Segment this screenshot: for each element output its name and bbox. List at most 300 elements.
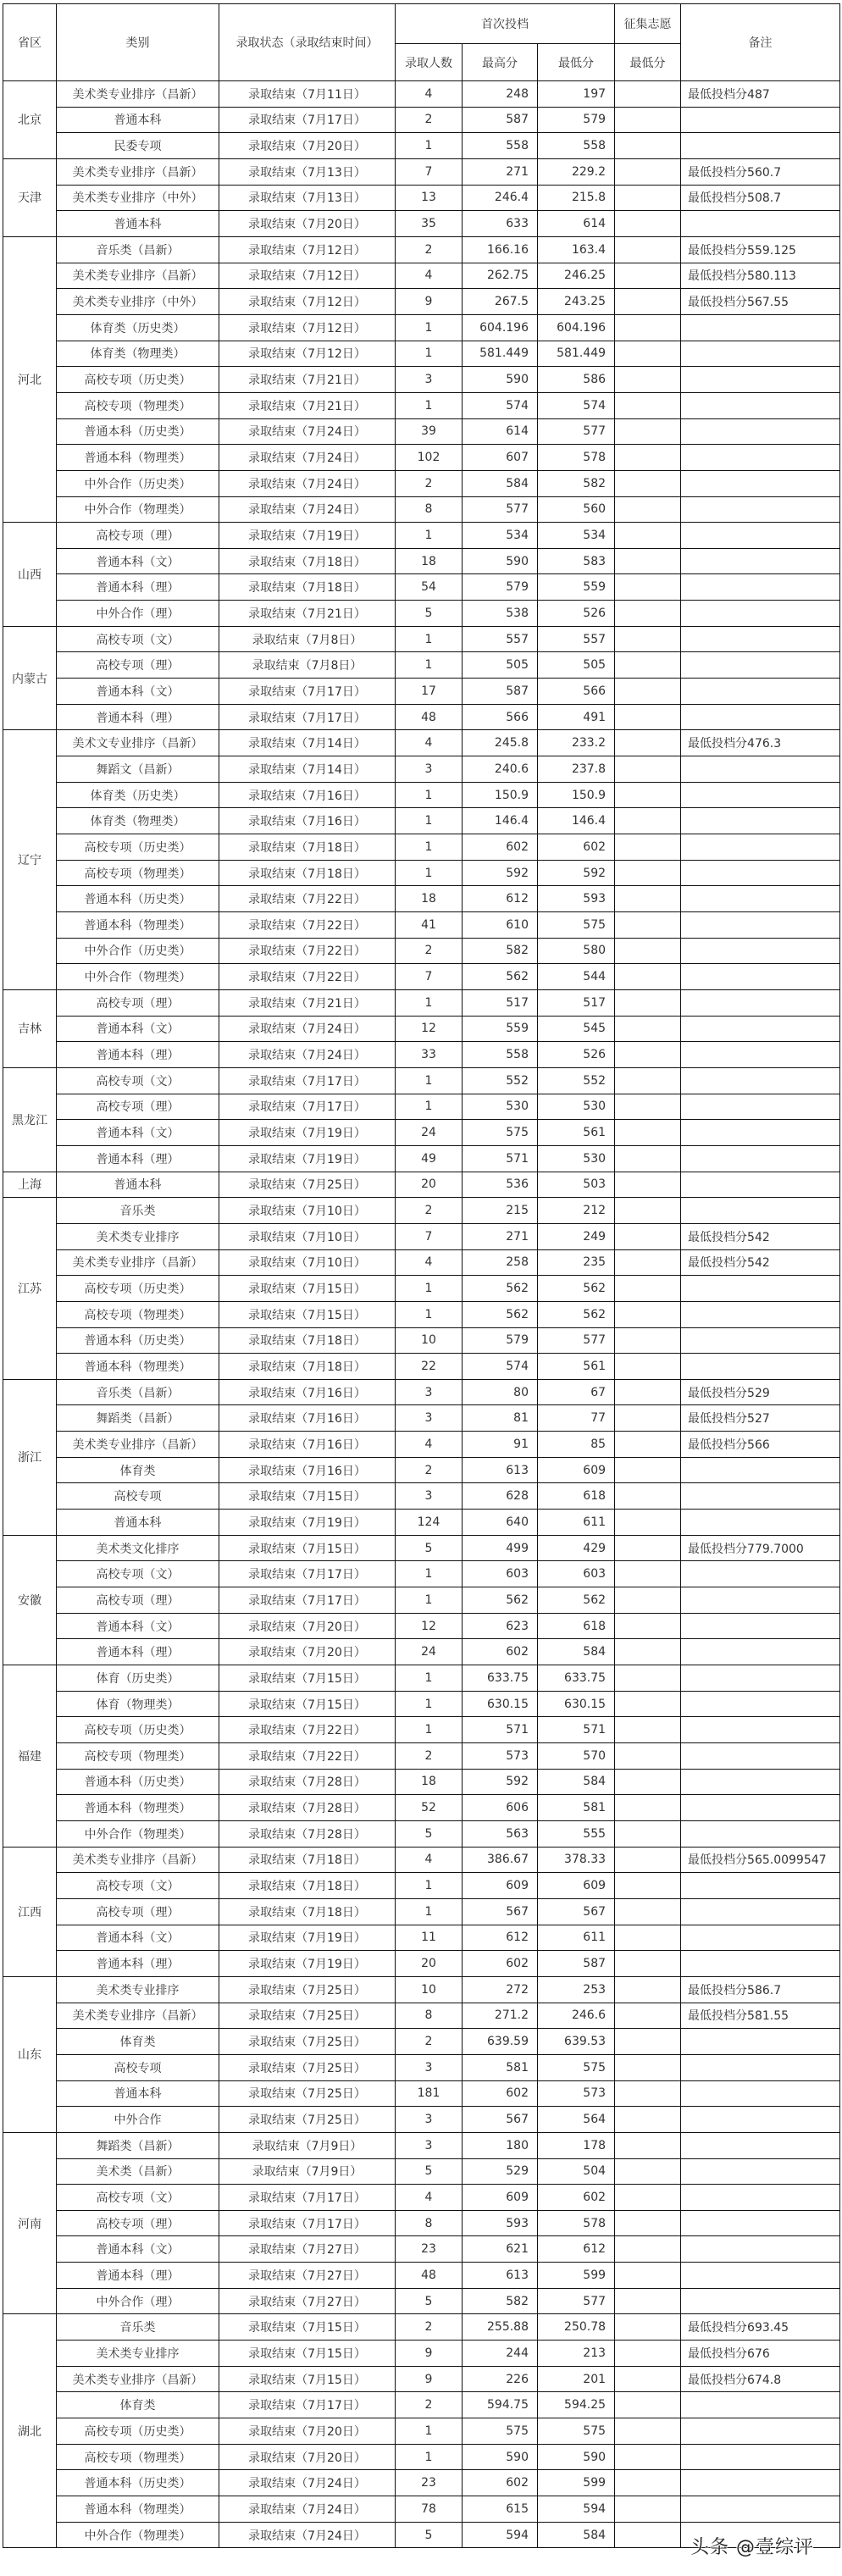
max-score-cell: 150.9: [463, 782, 538, 808]
supp-min-score-cell: [615, 1327, 681, 1354]
max-score-cell: 604.196: [463, 314, 538, 341]
status-cell: 录取结束（7月22日）: [219, 1717, 396, 1743]
min-score-cell: 229.2: [538, 158, 615, 185]
min-score-cell: 594.25: [538, 2392, 615, 2418]
max-score-cell: 581.449: [463, 341, 538, 367]
table-row: [3, 730, 840, 756]
remark-cell: [681, 1510, 840, 1536]
max-score-cell: 567: [463, 2107, 538, 2133]
admitted-cell: 8: [396, 496, 463, 523]
province-cell: 江西: [3, 1847, 57, 1976]
admitted-cell: 7: [396, 964, 463, 990]
category-cell: 普通本科: [57, 1510, 219, 1536]
supp-min-score-cell: [615, 2210, 681, 2236]
admitted-cell: 10: [396, 1976, 463, 2003]
admitted-cell: 12: [396, 1016, 463, 1042]
table-row: [3, 912, 840, 939]
supp-min-score-cell: [615, 2158, 681, 2185]
supp-min-score-cell: [615, 548, 681, 574]
max-score-cell: 587: [463, 107, 538, 133]
watermark: 头条 @壹综评: [690, 2537, 814, 2558]
max-score-cell: 81: [463, 1405, 538, 1432]
remark-cell: [681, 679, 840, 705]
max-score-cell: 615: [463, 2496, 538, 2523]
table-row: [3, 2029, 840, 2055]
status-cell: 录取结束（7月24日）: [219, 1042, 396, 1068]
remark-cell: [681, 1691, 840, 1717]
supp-min-score-cell: [615, 1067, 681, 1094]
status-cell: 录取结束（7月18日）: [219, 548, 396, 574]
status-cell: 录取结束（7月12日）: [219, 341, 396, 367]
remark-cell: [681, 392, 840, 418]
admitted-cell: 11: [396, 1925, 463, 1951]
header-status: 录取状态（录取结束时间）: [219, 4, 396, 81]
min-score-cell: 570: [538, 1743, 615, 1770]
max-score-cell: 226: [463, 2366, 538, 2392]
category-cell: 美术类专业排序（昌新）: [57, 1432, 219, 1458]
min-score-cell: 544: [538, 964, 615, 990]
supp-min-score-cell: [615, 1172, 681, 1198]
supp-min-score-cell: [615, 211, 681, 237]
status-cell: 录取结束（7月21日）: [219, 989, 396, 1016]
table-row: [3, 1639, 840, 1665]
table-row: [3, 2132, 840, 2158]
category-cell: 普通本科（物理类）: [57, 2496, 219, 2523]
max-score-cell: 272: [463, 1976, 538, 2003]
remark-cell: [681, 1120, 840, 1146]
max-score-cell: 258: [463, 1249, 538, 1276]
max-score-cell: 166.16: [463, 236, 538, 263]
max-score-cell: 592: [463, 860, 538, 886]
remark-cell: [681, 989, 840, 1016]
category-cell: 舞蹈类（昌新）: [57, 2132, 219, 2158]
min-score-cell: 583: [538, 548, 615, 574]
supp-min-score-cell: [615, 1847, 681, 1873]
table-row: [3, 1379, 840, 1405]
min-score-cell: 573: [538, 2080, 615, 2107]
table-row: [3, 2522, 840, 2548]
supp-min-score-cell: [615, 626, 681, 652]
min-score-cell: 618: [538, 1613, 615, 1639]
category-cell: 体育类（物理类）: [57, 341, 219, 367]
category-cell: 普通本科（文）: [57, 1016, 219, 1042]
remark-cell: [681, 912, 840, 939]
supp-min-score-cell: [615, 2054, 681, 2080]
max-score-cell: 557: [463, 626, 538, 652]
min-score-cell: 562: [538, 1587, 615, 1614]
min-score-cell: 611: [538, 1925, 615, 1951]
status-cell: 录取结束（7月17日）: [219, 704, 396, 730]
supp-min-score-cell: [615, 341, 681, 367]
table-row: [3, 289, 840, 315]
supp-min-score-cell: [615, 158, 681, 185]
category-cell: 高校专项（理）: [57, 523, 219, 549]
status-cell: 录取结束（7月14日）: [219, 730, 396, 756]
remark-cell: 最低投档分779.7000: [681, 1535, 840, 1561]
remark-cell: [681, 2185, 840, 2211]
status-cell: 录取结束（7月15日）: [219, 1535, 396, 1561]
category-cell: 普通本科（理）: [57, 1145, 219, 1172]
min-score-cell: 633.75: [538, 1665, 615, 1692]
category-cell: 体育类（历史类）: [57, 782, 219, 808]
supp-min-score-cell: [615, 1873, 681, 1899]
admitted-cell: 1: [396, 626, 463, 652]
remark-cell: [681, 133, 840, 159]
admitted-cell: 48: [396, 2263, 463, 2289]
supp-min-score-cell: [615, 470, 681, 496]
category-cell: 高校专项（物理类）: [57, 2444, 219, 2470]
admitted-cell: 4: [396, 1432, 463, 1458]
min-score-cell: 587: [538, 1951, 615, 1977]
admitted-cell: 1: [396, 652, 463, 679]
table-row: [3, 1145, 840, 1172]
remark-cell: 最低投档分566: [681, 1432, 840, 1458]
min-score-cell: 599: [538, 2470, 615, 2496]
status-cell: 录取结束（7月15日）: [219, 2314, 396, 2341]
admitted-cell: 39: [396, 418, 463, 445]
admitted-cell: 1: [396, 834, 463, 861]
remark-cell: 最低投档分565.0099547: [681, 1847, 840, 1873]
table-row: [3, 1457, 840, 1483]
remark-cell: [681, 2470, 840, 2496]
table-row: [3, 1042, 840, 1068]
table-row: [3, 548, 840, 574]
max-score-cell: 255.88: [463, 2314, 538, 2341]
min-score-cell: 612: [538, 2236, 615, 2263]
min-score-cell: 429: [538, 1535, 615, 1561]
remark-cell: 最低投档分559.125: [681, 236, 840, 263]
supp-min-score-cell: [615, 2288, 681, 2314]
category-cell: 音乐类（昌新）: [57, 236, 219, 263]
min-score-cell: 599: [538, 2263, 615, 2289]
remark-cell: [681, 808, 840, 834]
min-score-cell: 594: [538, 2496, 615, 2523]
admitted-cell: 22: [396, 1354, 463, 1380]
table-row: [3, 1276, 840, 1302]
supp-min-score-cell: [615, 2366, 681, 2392]
remark-cell: [681, 1820, 840, 1847]
max-score-cell: 562: [463, 1301, 538, 1327]
province-cell: 江苏: [3, 1198, 57, 1380]
admitted-cell: 7: [396, 158, 463, 185]
remark-cell: [681, 496, 840, 523]
table-row: [3, 236, 840, 263]
category-cell: 舞蹈类（昌新）: [57, 1405, 219, 1432]
remark-cell: [681, 626, 840, 652]
remark-cell: [681, 1639, 840, 1665]
admitted-cell: 20: [396, 1951, 463, 1977]
max-score-cell: 602: [463, 1951, 538, 1977]
supp-min-score-cell: [615, 834, 681, 861]
table-row: [3, 2496, 840, 2523]
supp-min-score-cell: [615, 1276, 681, 1302]
status-cell: 录取结束（7月20日）: [219, 133, 396, 159]
supp-min-score-cell: [615, 392, 681, 418]
supp-min-score-cell: [615, 1976, 681, 2003]
category-cell: 中外合作（历史类）: [57, 470, 219, 496]
category-cell: 中外合作（物理类）: [57, 2522, 219, 2548]
remark-cell: [681, 1354, 840, 1380]
table-row: [3, 886, 840, 912]
max-score-cell: 91: [463, 1432, 538, 1458]
max-score-cell: 590: [463, 2444, 538, 2470]
status-cell: 录取结束（7月16日）: [219, 782, 396, 808]
max-score-cell: 590: [463, 548, 538, 574]
remark-cell: [681, 2522, 840, 2548]
header-max-score: 最高分: [463, 44, 538, 81]
province-cell: 内蒙古: [3, 626, 57, 730]
status-cell: 录取结束（7月17日）: [219, 1587, 396, 1614]
table-row: [3, 1223, 840, 1249]
max-score-cell: 623: [463, 1613, 538, 1639]
province-cell: 上海: [3, 1172, 57, 1198]
min-score-cell: 584: [538, 2522, 615, 2548]
max-score-cell: 245.8: [463, 730, 538, 756]
remark-cell: [681, 1951, 840, 1977]
status-cell: 录取结束（7月20日）: [219, 211, 396, 237]
status-cell: 录取结束（7月17日）: [219, 107, 396, 133]
min-score-cell: 545: [538, 1016, 615, 1042]
min-score-cell: 237.8: [538, 756, 615, 783]
category-cell: 普通本科（文）: [57, 1120, 219, 1146]
status-cell: 录取结束（7月10日）: [219, 1198, 396, 1224]
max-score-cell: 630.15: [463, 1691, 538, 1717]
supp-min-score-cell: [615, 1587, 681, 1614]
max-score-cell: 246.4: [463, 185, 538, 211]
remark-cell: [681, 2107, 840, 2133]
category-cell: 高校专项（理）: [57, 1587, 219, 1614]
category-cell: 普通本科（理）: [57, 1639, 219, 1665]
category-cell: 体育类: [57, 2392, 219, 2418]
status-cell: 录取结束（7月24日）: [219, 445, 396, 471]
table-row: [3, 1743, 840, 1770]
min-score-cell: 249: [538, 1223, 615, 1249]
max-score-cell: 609: [463, 2185, 538, 2211]
supp-min-score-cell: [615, 133, 681, 159]
max-score-cell: 574: [463, 392, 538, 418]
max-score-cell: 562: [463, 1276, 538, 1302]
supp-min-score-cell: [615, 1145, 681, 1172]
status-cell: 录取结束（7月20日）: [219, 1639, 396, 1665]
category-cell: 普通本科: [57, 107, 219, 133]
admitted-cell: 33: [396, 1042, 463, 1068]
admitted-cell: 18: [396, 548, 463, 574]
admitted-cell: 8: [396, 2210, 463, 2236]
header-supplementary: 征集志愿: [615, 4, 681, 44]
status-cell: 录取结束（7月22日）: [219, 964, 396, 990]
table-row: [3, 1951, 840, 1977]
supp-min-score-cell: [615, 1820, 681, 1847]
admitted-cell: 18: [396, 1769, 463, 1795]
max-score-cell: 534: [463, 523, 538, 549]
table-row: [3, 1925, 840, 1951]
province-cell: 辽宁: [3, 730, 57, 990]
supp-min-score-cell: [615, 185, 681, 211]
table-row: [3, 1120, 840, 1146]
admitted-cell: 1: [396, 1665, 463, 1692]
remark-cell: [681, 886, 840, 912]
supp-min-score-cell: [615, 1016, 681, 1042]
max-score-cell: 579: [463, 1327, 538, 1354]
status-cell: 录取结束（7月25日）: [219, 1976, 396, 2003]
table-row: [3, 1510, 840, 1536]
min-score-cell: 581.449: [538, 341, 615, 367]
max-score-cell: 558: [463, 1042, 538, 1068]
admitted-cell: 1: [396, 314, 463, 341]
status-cell: 录取结束（7月9日）: [219, 2158, 396, 2185]
max-score-cell: 240.6: [463, 756, 538, 783]
max-score-cell: 529: [463, 2158, 538, 2185]
table-row: [3, 1847, 840, 1873]
status-cell: 录取结束（7月25日）: [219, 2003, 396, 2029]
min-score-cell: 592: [538, 860, 615, 886]
admitted-cell: 9: [396, 289, 463, 315]
supp-min-score-cell: [615, 523, 681, 549]
category-cell: 美术类专业排序（昌新）: [57, 81, 219, 108]
remark-cell: 最低投档分560.7: [681, 158, 840, 185]
category-cell: 高校专项（理）: [57, 989, 219, 1016]
category-cell: 美术类专业排序: [57, 1976, 219, 2003]
table-row: [3, 1976, 840, 2003]
category-cell: 高校专项（理）: [57, 2210, 219, 2236]
province-cell: 吉林: [3, 989, 57, 1067]
min-score-cell: 562: [538, 1276, 615, 1302]
supp-min-score-cell: [615, 289, 681, 315]
remark-cell: [681, 2080, 840, 2107]
remark-cell: 最低投档分508.7: [681, 185, 840, 211]
remark-cell: [681, 574, 840, 601]
supp-min-score-cell: [615, 1743, 681, 1770]
table-row: [3, 158, 840, 185]
table-row: [3, 341, 840, 367]
max-score-cell: 592: [463, 1769, 538, 1795]
min-score-cell: 197: [538, 81, 615, 108]
admitted-cell: 8: [396, 2003, 463, 2029]
admitted-cell: 49: [396, 1145, 463, 1172]
remark-cell: [681, 1042, 840, 1068]
admitted-cell: 5: [396, 1820, 463, 1847]
remark-cell: 最低投档分527: [681, 1405, 840, 1432]
table-row: [3, 263, 840, 289]
status-cell: 录取结束（7月19日）: [219, 1145, 396, 1172]
category-cell: 美术类专业排序（昌新）: [57, 158, 219, 185]
category-cell: 普通本科（文）: [57, 548, 219, 574]
status-cell: 录取结束（7月19日）: [219, 1120, 396, 1146]
min-score-cell: 630.15: [538, 1691, 615, 1717]
min-score-cell: 586: [538, 367, 615, 393]
supp-min-score-cell: [615, 782, 681, 808]
supp-min-score-cell: [615, 2080, 681, 2107]
status-cell: 录取结束（7月18日）: [219, 1354, 396, 1380]
admitted-cell: 181: [396, 2080, 463, 2107]
remark-cell: 最低投档分567.55: [681, 289, 840, 315]
remark-cell: [681, 1301, 840, 1327]
table-row: [3, 626, 840, 652]
supp-min-score-cell: [615, 2107, 681, 2133]
max-score-cell: 505: [463, 652, 538, 679]
table-row: [3, 1405, 840, 1432]
category-cell: 高校专项（历史类）: [57, 2418, 219, 2445]
category-cell: 高校专项（物理类）: [57, 392, 219, 418]
supp-min-score-cell: [615, 367, 681, 393]
max-score-cell: 271: [463, 158, 538, 185]
min-score-cell: 579: [538, 107, 615, 133]
admitted-cell: 9: [396, 2341, 463, 2367]
remark-cell: [681, 1795, 840, 1821]
max-score-cell: 573: [463, 1743, 538, 1770]
min-score-cell: 639.53: [538, 2029, 615, 2055]
admitted-cell: 1: [396, 1276, 463, 1302]
status-cell: 录取结束（7月18日）: [219, 834, 396, 861]
supp-min-score-cell: [615, 1691, 681, 1717]
admitted-cell: 2: [396, 107, 463, 133]
max-score-cell: 566: [463, 704, 538, 730]
status-cell: 录取结束（7月24日）: [219, 2496, 396, 2523]
table-row: [3, 1301, 840, 1327]
table-row: [3, 574, 840, 601]
remark-cell: [681, 1665, 840, 1692]
min-score-cell: 567: [538, 1898, 615, 1925]
admitted-cell: 2: [396, 2029, 463, 2055]
table-row: [3, 2418, 840, 2445]
max-score-cell: 593: [463, 2210, 538, 2236]
header-first-round: 首次投档: [396, 4, 615, 44]
status-cell: 录取结束（7月16日）: [219, 808, 396, 834]
remark-cell: [681, 1561, 840, 1587]
supp-min-score-cell: [615, 1951, 681, 1977]
admitted-cell: 1: [396, 782, 463, 808]
category-cell: 音乐类: [57, 2314, 219, 2341]
remark-cell: [681, 2054, 840, 2080]
category-cell: 音乐类（昌新）: [57, 1379, 219, 1405]
province-cell: 黑龙江: [3, 1067, 57, 1172]
status-cell: 录取结束（7月13日）: [219, 158, 396, 185]
min-score-cell: 243.25: [538, 289, 615, 315]
admitted-cell: 2: [396, 1198, 463, 1224]
max-score-cell: 571: [463, 1145, 538, 1172]
table-row: [3, 2366, 840, 2392]
supp-min-score-cell: [615, 2522, 681, 2548]
admitted-cell: 3: [396, 1405, 463, 1432]
status-cell: 录取结束（7月20日）: [219, 1613, 396, 1639]
max-score-cell: 639.59: [463, 2029, 538, 2055]
supp-min-score-cell: [615, 107, 681, 133]
category-cell: 普通本科: [57, 1172, 219, 1198]
status-cell: 录取结束（7月19日）: [219, 1510, 396, 1536]
min-score-cell: 246.6: [538, 2003, 615, 2029]
supp-min-score-cell: [615, 574, 681, 601]
category-cell: 美术类专业排序（昌新）: [57, 1249, 219, 1276]
min-score-cell: 505: [538, 652, 615, 679]
max-score-cell: 215: [463, 1198, 538, 1224]
supp-min-score-cell: [615, 2470, 681, 2496]
min-score-cell: 558: [538, 133, 615, 159]
remark-cell: 最低投档分529: [681, 1379, 840, 1405]
remark-cell: [681, 211, 840, 237]
min-score-cell: 146.4: [538, 808, 615, 834]
supp-min-score-cell: [615, 1198, 681, 1224]
min-score-cell: 534: [538, 523, 615, 549]
table-row: [3, 2341, 840, 2367]
max-score-cell: 567: [463, 1898, 538, 1925]
category-cell: 高校专项: [57, 1483, 219, 1510]
table-row: [3, 1198, 840, 1224]
province-cell: 湖北: [3, 2314, 57, 2548]
max-score-cell: 386.67: [463, 1847, 538, 1873]
min-score-cell: 559: [538, 574, 615, 601]
status-cell: 录取结束（7月19日）: [219, 1951, 396, 1977]
remark-cell: [681, 1198, 840, 1224]
